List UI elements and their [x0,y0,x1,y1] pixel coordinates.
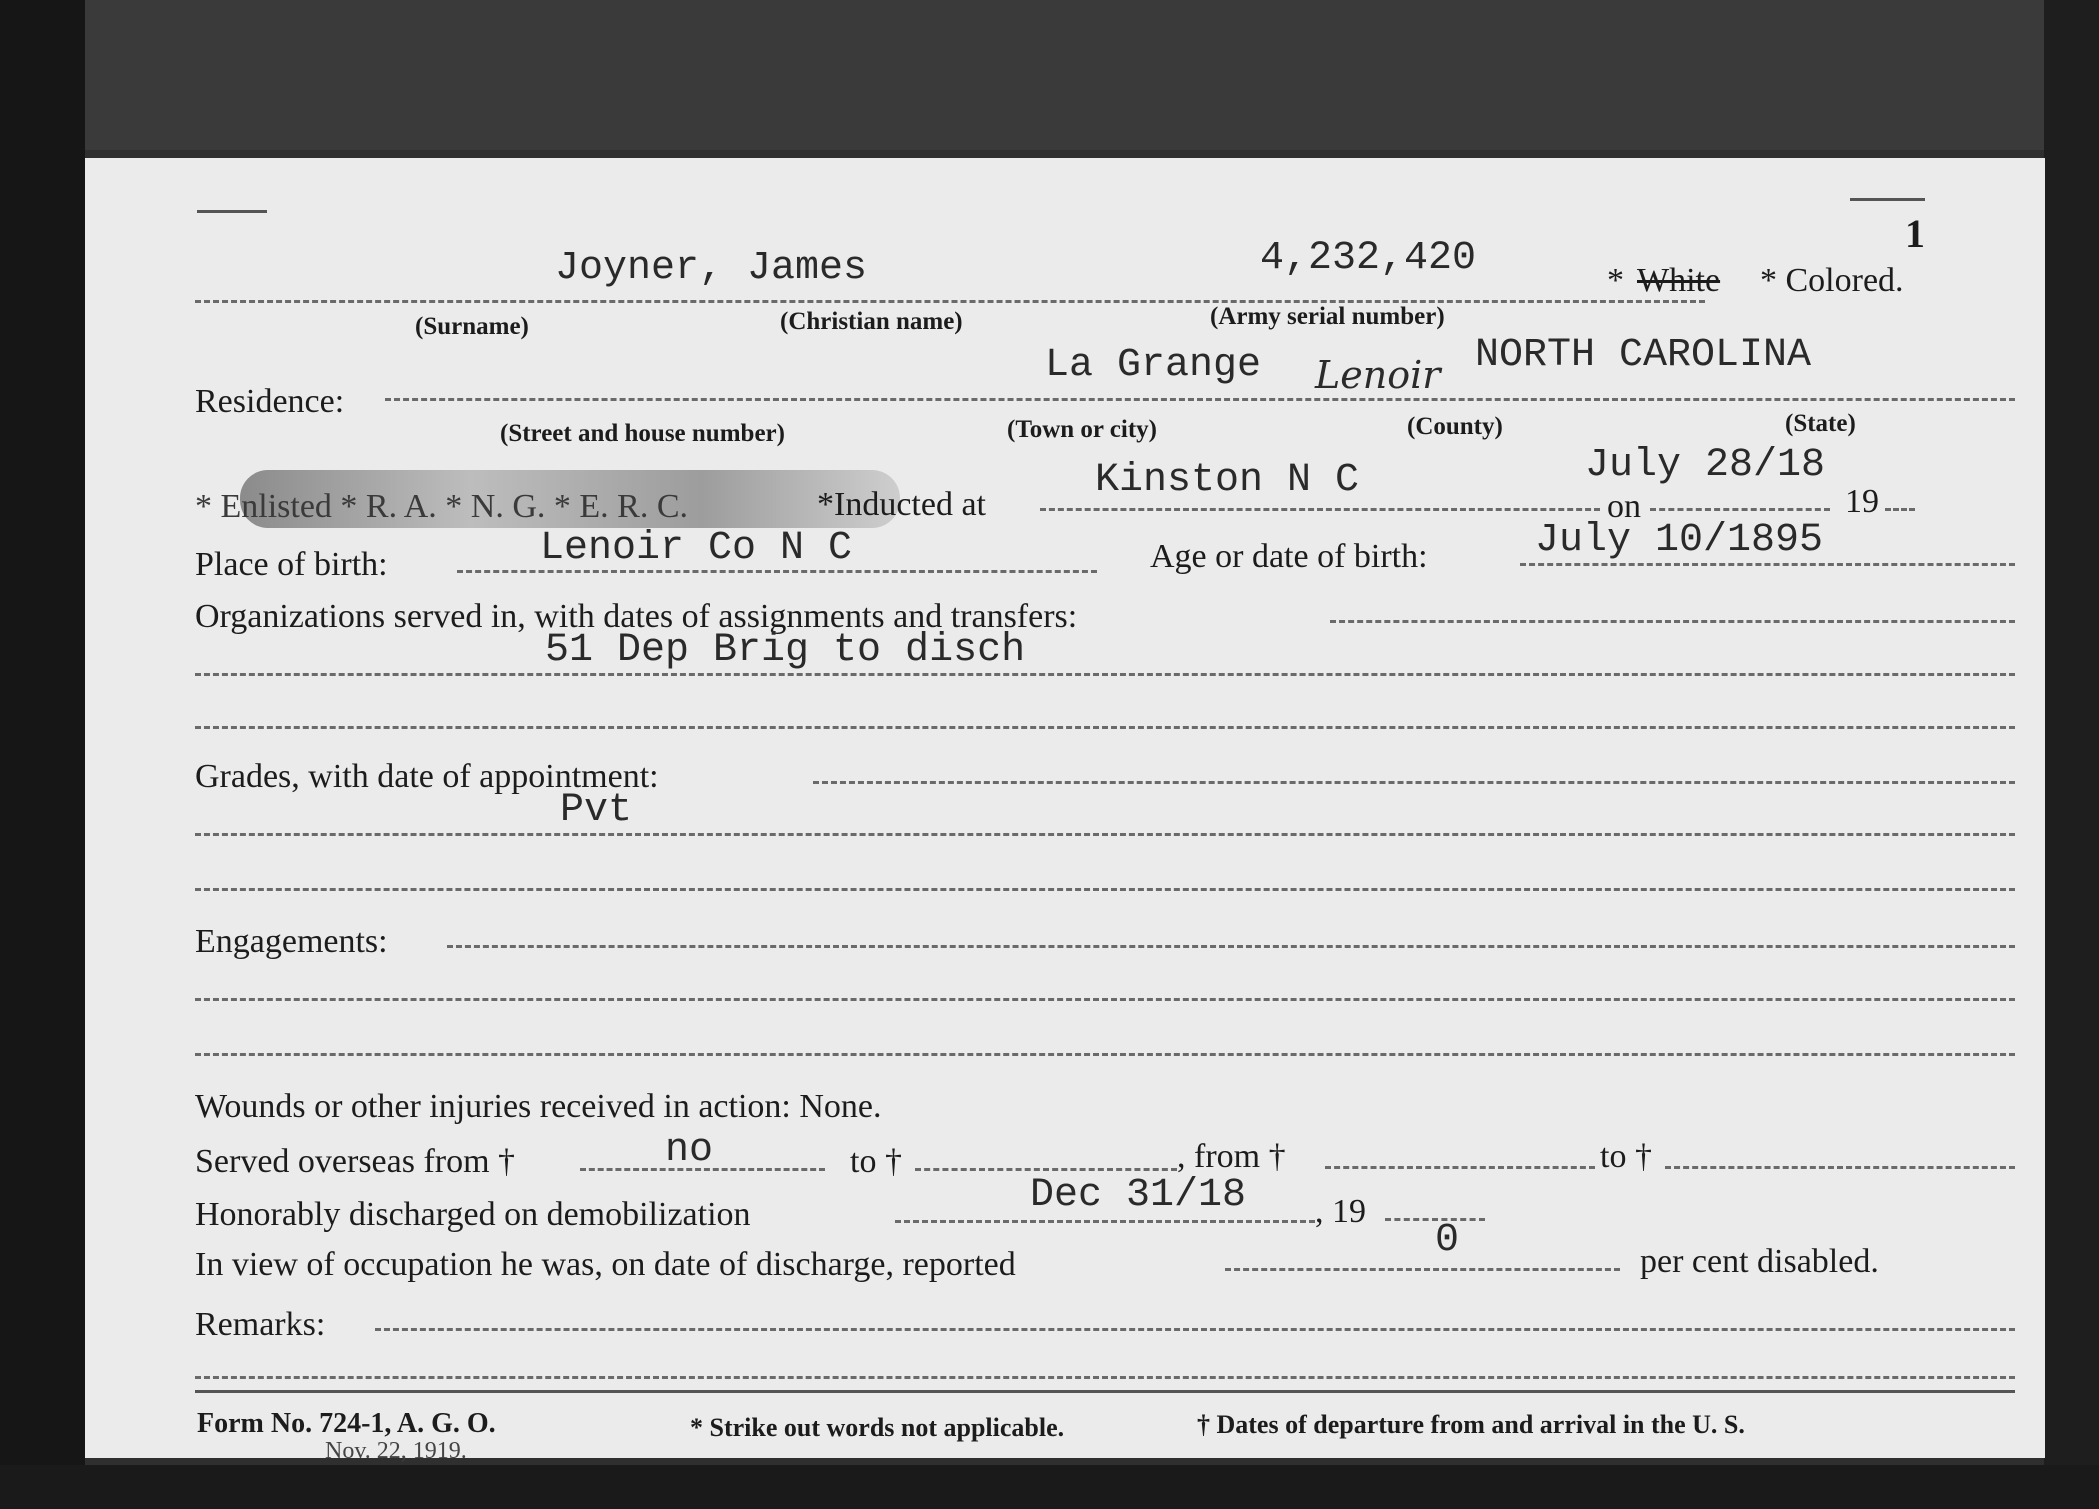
army-serial-number: 4,232,420 [1260,236,1477,281]
organizations-value: 51 Dep Brig to disch [545,628,1026,673]
grades-line-3 [195,888,2015,891]
birth-date-label: Age or date of birth: [1150,538,1428,575]
grades-label: Grades, with date of appointment: [195,758,659,795]
year-line [1885,508,1915,511]
wounds-label: Wounds or other injuries received in action: None. [195,1088,882,1125]
residence-town: La Grange [1045,343,1262,388]
discharge-date: Dec 31/18 [1030,1173,1247,1218]
disability-label: In view of occupation he was, on date of discharge, reported [195,1246,1016,1283]
residence-label: Residence: [195,383,345,420]
organizations-line-1 [1330,620,2015,623]
remarks-line-2 [195,1376,2015,1379]
birth-place-line [457,570,1097,573]
birth-date: July 10/1895 [1535,518,1824,563]
birth-date-line [1520,563,2015,566]
enlisted-struck: * Enlisted * R. A. * N. G. * E. R. C. [195,488,689,525]
overseas-from-line [580,1168,825,1171]
caption-county: (County) [1407,413,1503,440]
footnote-dates: † Dates of departure from and arrival in the U. S. [1197,1410,1745,1439]
overseas-to2-line [1665,1166,2015,1169]
inducted-date: July 28/18 [1585,443,1826,488]
inducted-place-line [1040,508,1600,511]
top-left-rule [197,210,267,213]
birth-place-label: Place of birth: [195,546,388,583]
residence-state: NORTH CAROLINA [1475,333,1812,378]
form-number: Form No. 724-1, A. G. O. [197,1408,496,1439]
background-top [0,0,2099,150]
residence-line [385,398,2015,401]
background-left [0,0,85,1509]
caption-christian-name: (Christian name) [780,308,963,335]
engagements-line-1 [447,945,2015,948]
caption-surname: (Surname) [415,313,529,340]
organizations-label: Organizations served in, with dates of assignments and transfers: [195,598,1078,635]
engagements-line-2 [195,998,2015,1001]
disability-line [1225,1268,1620,1271]
overseas-from2-line [1325,1166,1595,1169]
on-label: on [1607,488,1641,525]
organizations-line-3 [195,726,2015,729]
inducted-date-line [1650,508,1830,511]
overseas-value: no [665,1128,714,1173]
caption-street: (Street and house number) [500,420,785,447]
caption-town: (Town or city) [1007,416,1157,443]
grades-line-2 [195,833,2015,836]
overseas-from2-label: , from † [1177,1138,1286,1175]
inducted-place: Kinston N C [1095,458,1360,503]
footer-rule [195,1390,2015,1393]
remarks-line-1 [375,1328,2015,1331]
engagements-line-3 [195,1053,2015,1056]
overseas-to-line [915,1168,1177,1171]
overseas-to-label: to † [850,1143,902,1180]
surname-field: Joyner, James [555,246,868,291]
discharge-label: Honorably discharged on demobilization [195,1196,751,1233]
race-colored: * Colored. [1760,262,1904,299]
name-line [195,300,1705,303]
disability-value: 0 [1435,1218,1460,1263]
birth-place: Lenoir Co N C [540,526,853,571]
year-prefix: 19 [1845,483,1879,520]
top-right-rule [1850,198,1925,201]
footnote-strike: * Strike out words not applicable. [690,1413,1065,1442]
race-asterisk: * [1607,262,1624,299]
caption-army-serial: (Army serial number) [1210,303,1445,330]
overseas-from-label: Served overseas from † [195,1143,516,1180]
discharge-line [895,1220,1315,1223]
disability-suffix: per cent disabled. [1640,1243,1879,1280]
overseas-to2-label: to † [1600,1138,1652,1175]
grades-line-1 [813,781,2015,784]
residence-county: Lenoir [1315,353,1441,397]
card-number: 1 [1905,211,1925,256]
race-white: White [1637,262,1721,299]
remarks-label: Remarks: [195,1306,326,1343]
grades-value: Pvt [560,788,633,833]
discharge-year-prefix: , 19 [1315,1193,1366,1230]
caption-state: (State) [1785,410,1856,437]
service-record-card [85,158,2045,1464]
engagements-label: Engagements: [195,923,388,960]
background-right [2044,0,2099,1509]
organizations-line-2 [195,673,2015,676]
inducted-label: *Inducted at [817,486,986,523]
form-date: Nov. 22, 1919. [325,1438,467,1464]
background-bottom [0,1465,2099,1509]
